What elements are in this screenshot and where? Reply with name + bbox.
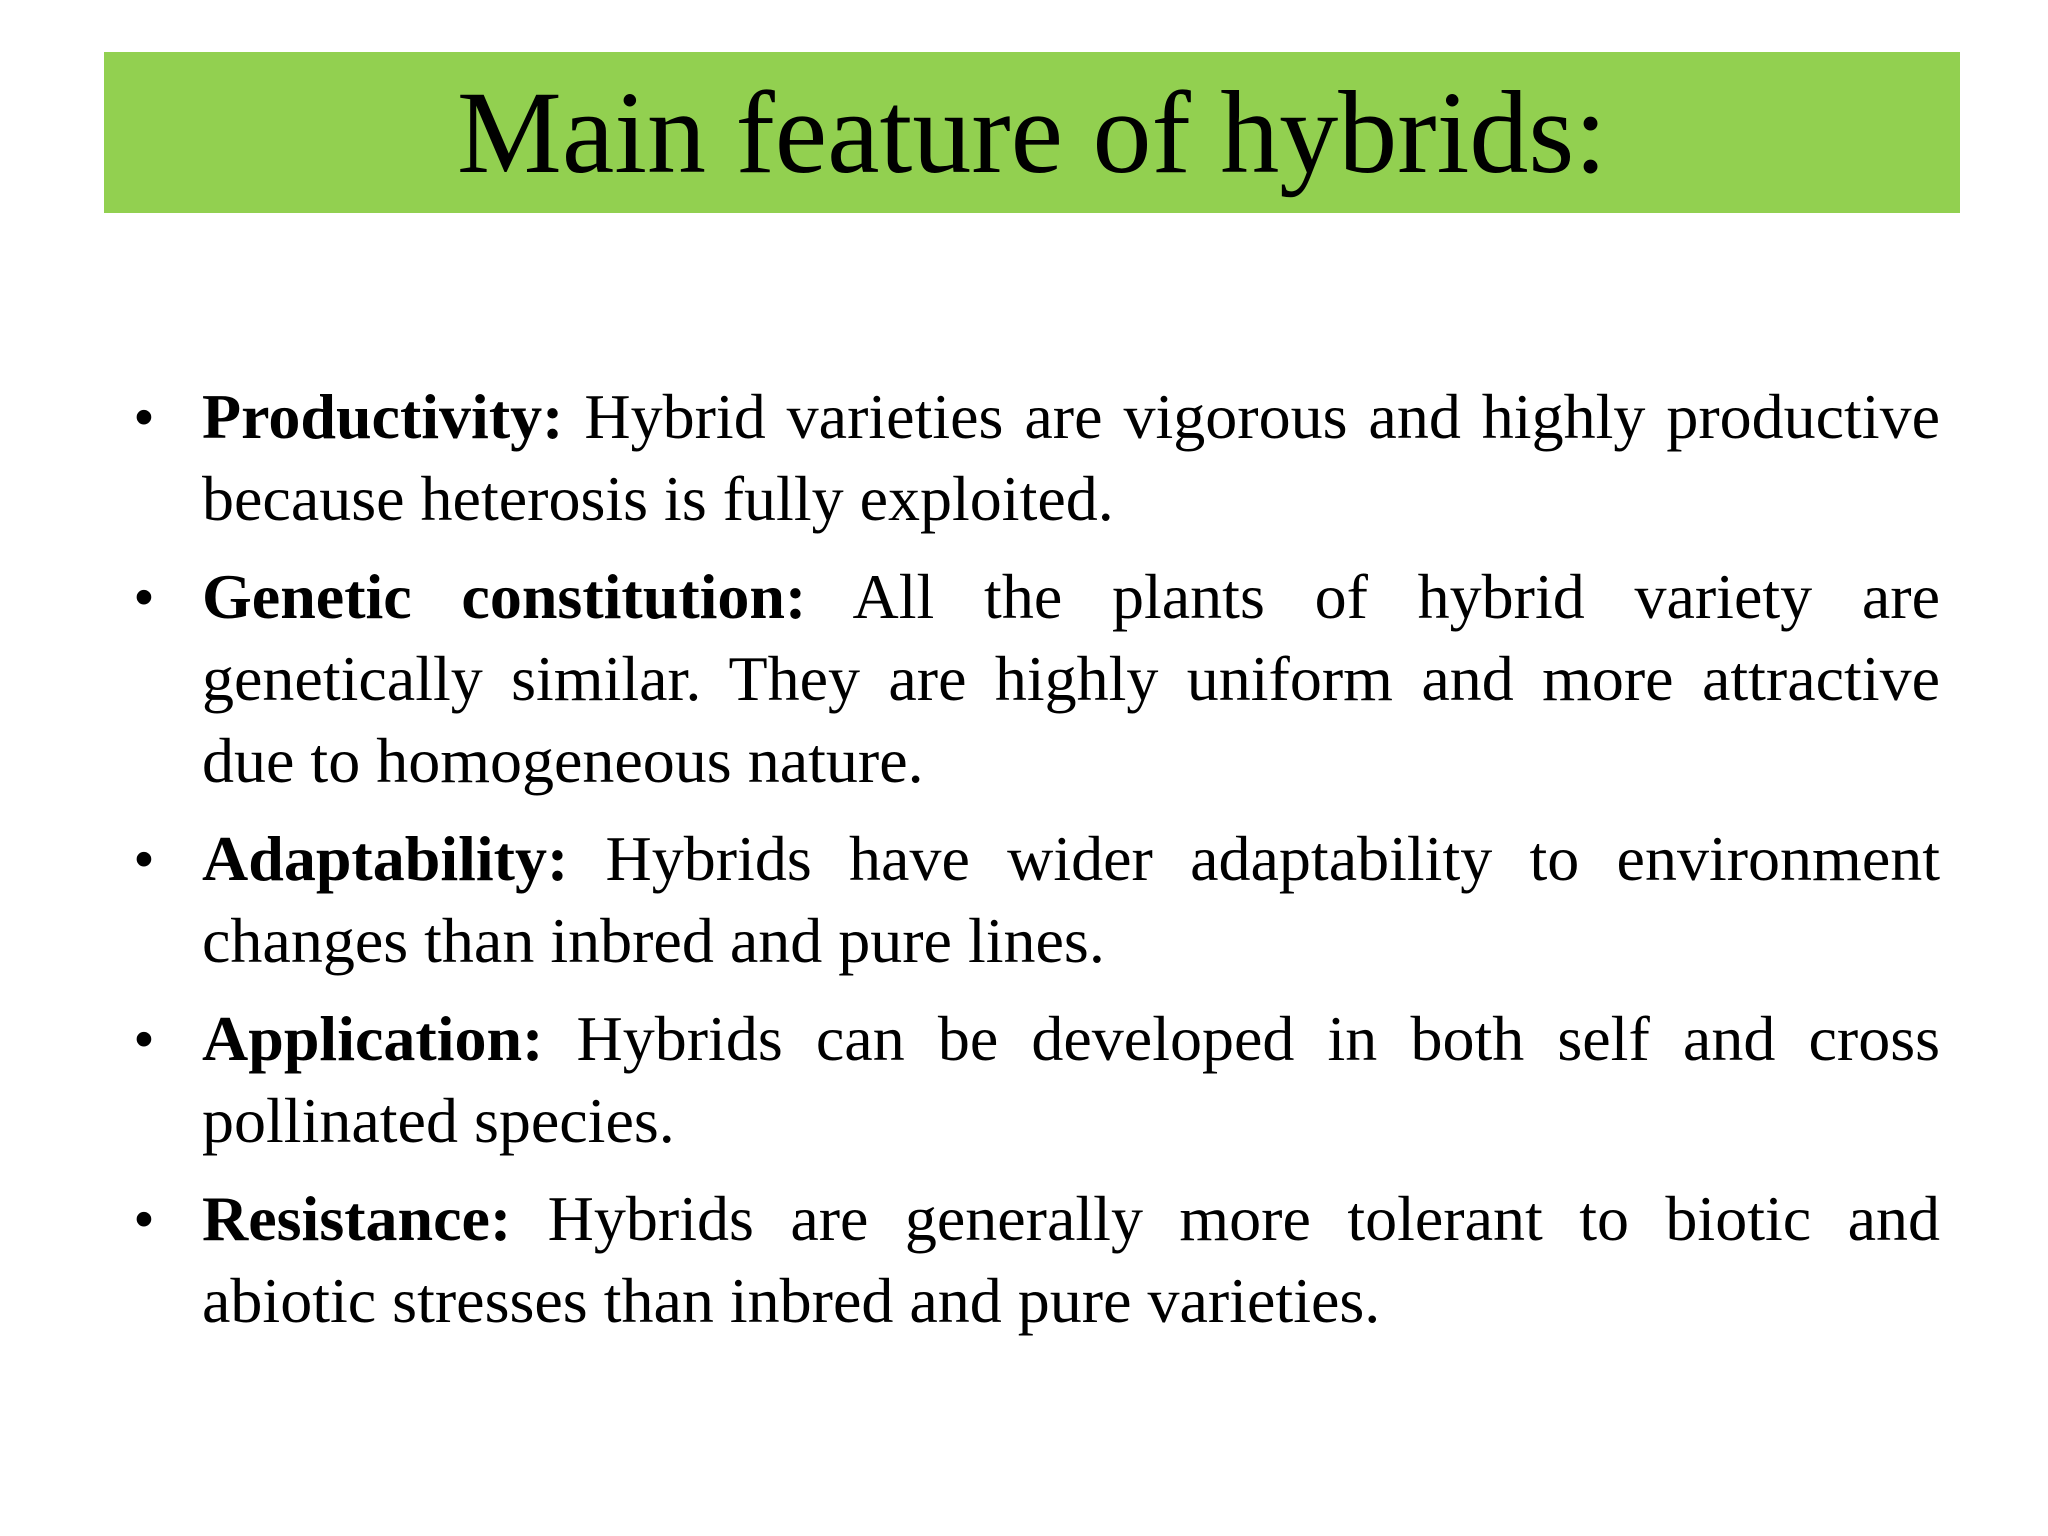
bullet-icon: • bbox=[134, 387, 154, 447]
bullet-term: Application: bbox=[202, 1003, 544, 1074]
list-item-resistance bbox=[124, 1178, 1940, 1342]
list-item-application bbox=[124, 998, 1940, 1162]
bullet-text: Hybrids are generally more tolerant to biotic and abiotic stresses than inbred and pure varieties. bbox=[202, 1183, 1940, 1336]
bullet-icon: • bbox=[134, 1189, 154, 1249]
list-item-genetic-constitution bbox=[124, 556, 1940, 802]
bullet-text: All the plants of hybrid variety are genetically similar. They are highly uniform and more attractive due to homogeneous nature. bbox=[202, 561, 1940, 796]
bullet-icon: • bbox=[134, 1009, 154, 1069]
list-item-productivity bbox=[124, 376, 1940, 540]
bullet-icon: • bbox=[134, 567, 154, 627]
bullet-text: Hybrids can be developed in both self and cross pollinated species. bbox=[202, 1003, 1940, 1156]
bullet-term: Resistance: bbox=[202, 1183, 512, 1254]
bullet-text: Hybrids have wider adaptability to environment changes than inbred and pure lines. bbox=[202, 823, 1940, 976]
title-banner bbox=[104, 52, 1960, 213]
list-item-adaptability bbox=[124, 818, 1940, 982]
bullet-term: Adaptability: bbox=[202, 823, 569, 894]
bullet-icon: • bbox=[134, 829, 154, 889]
bullet-term: Productivity: bbox=[202, 381, 564, 452]
bullet-text: Hybrid varieties are vigorous and highly productive because heterosis is fully exploited. bbox=[202, 381, 1940, 534]
feature-list bbox=[124, 376, 1940, 1358]
slide-title: Main feature of hybrids: bbox=[456, 66, 1608, 198]
bullet-term: Genetic constitution: bbox=[202, 561, 807, 632]
